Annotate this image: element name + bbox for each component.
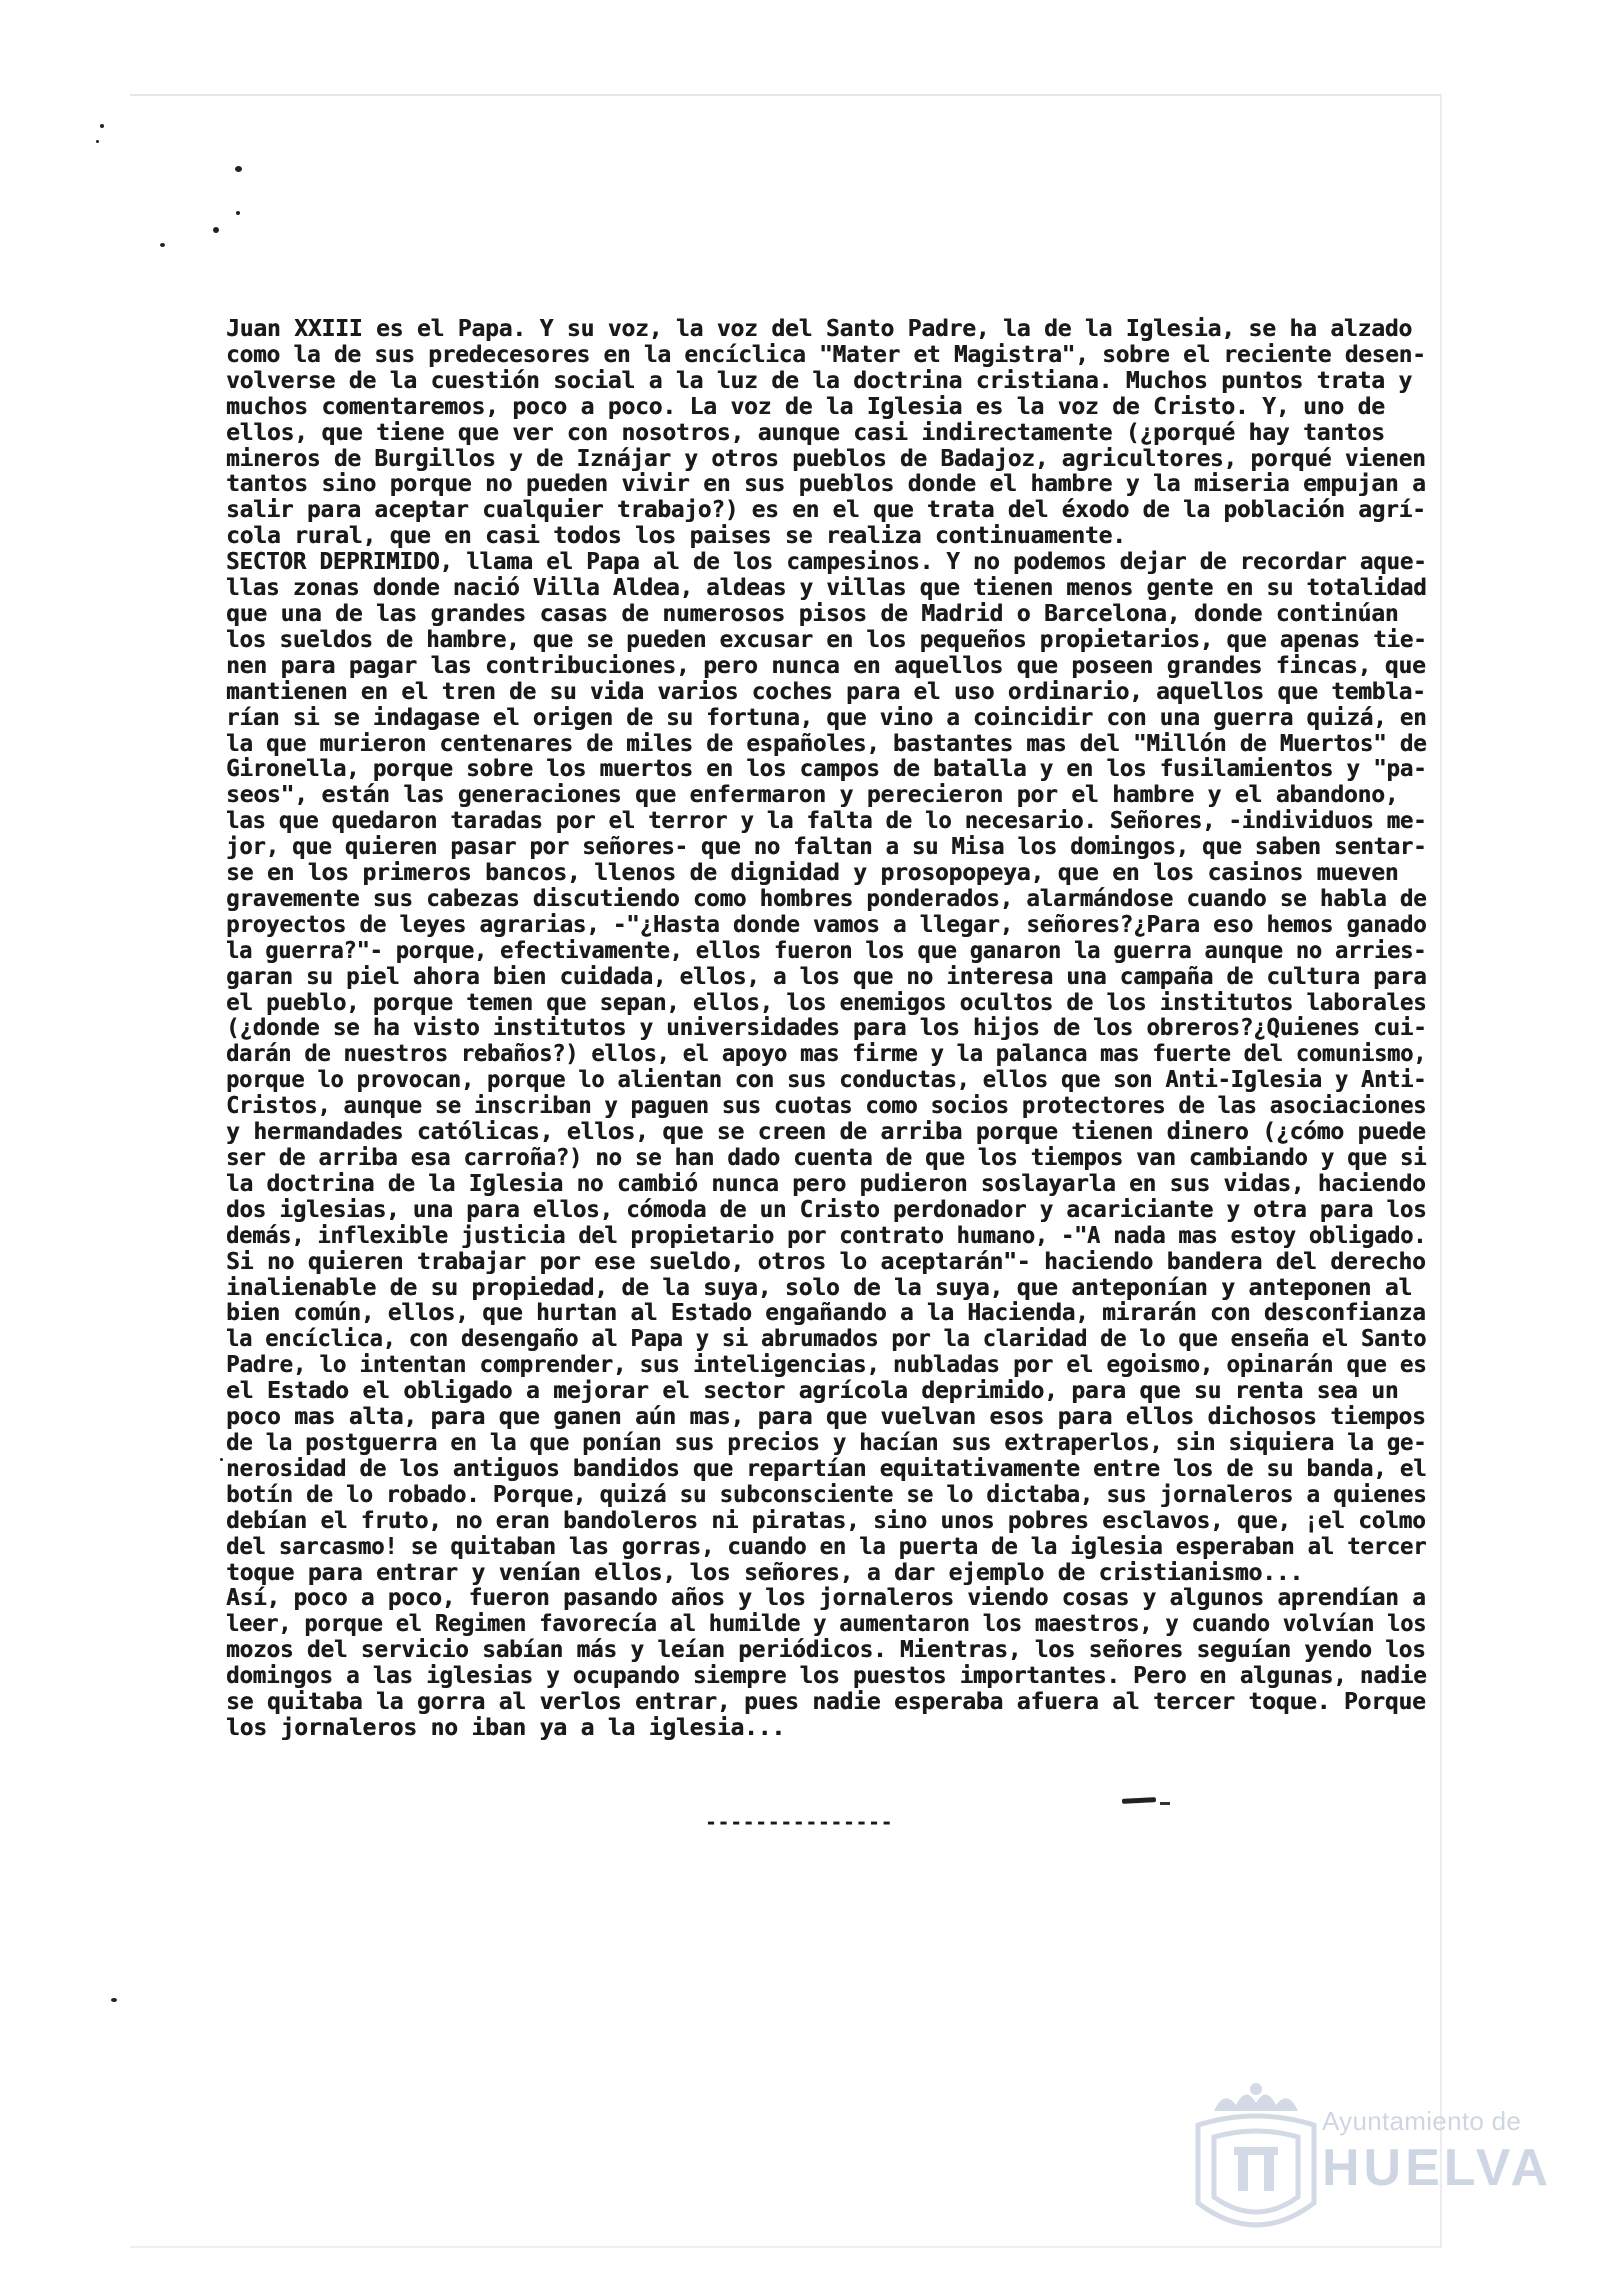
text-line: el Estado el obligado a mejorar el sector agrícola deprimido, para que su renta sea un [226, 1376, 1399, 1405]
text-line: poco mas alta, para que ganen aún mas, para que vuelvan esos para ellos dichosos tiempos [226, 1402, 1426, 1431]
text-line: los jornaleros no iban ya a la iglesia... [226, 1712, 785, 1741]
letter-body [226, 316, 1448, 1741]
text-line: porque lo provocan, porque lo alientan con sus conductas, ellos que son Anti-Iglesia y Anti- [226, 1065, 1427, 1094]
text-line: proyectos de leyes agrarias, -"¿Hasta donde vamos a llegar, señores?¿Para eso hemos ganado [226, 909, 1427, 938]
text-line: bien común, ellos, que hurtan al Estado engañando a la Hacienda, mirarán con desconfianza [226, 1298, 1426, 1327]
text-line: (¿donde se ha visto institutos y universidades para los hijos de los obreros?¿Quienes cui- [226, 1013, 1427, 1042]
text-line: Gironella, porque sobre los muertos en los campos de batalla y en los fusilamientos y "pa- [226, 754, 1427, 783]
text-line: rían si se indagase el origen de su fortuna, que vino a coincidir con una guerra quizá, en [226, 702, 1427, 731]
text-line: la que murieron centenares de miles de españoles, bastantes mas del "Millón de Muertos" de [226, 728, 1427, 757]
text-line: Juan XXIII es el Papa. Y su voz, la voz del Santo Padre, la de la Iglesia, se ha alzado [226, 314, 1413, 342]
text-line: nerosidad de los antiguos bandidos que repartían equitativamente entre los de su banda, el [226, 1453, 1427, 1482]
text-line: Así, poco a poco, fueron pasando años y los jornaleros viendo cosas y algunos aprendían a [226, 1583, 1426, 1612]
text-line: debían el fruto, no eran bandoleros ni piratas, sino unos pobres esclavos, que, ¡el colmo [226, 1505, 1426, 1534]
text-line: botín de lo robado. Porque, quizá su subconsciente se lo dictaba, sus jornaleros a quienes [226, 1479, 1427, 1508]
text-line: ser de arriba esa carroña?) no se han dado cuenta de que los tiempos van cambiando y que si [226, 1143, 1427, 1171]
text-line: ellos, que tiene que ver con nosotros, aunque casi indirectamente (¿porqué hay tantos [226, 417, 1385, 446]
text-line: y hermandades católicas, ellos, que se creen de arriba porque tienen dinero (¿cómo puede [226, 1117, 1426, 1146]
text-line: nen para pagar las contribuciones, pero nunca en aquellos que poseen grandes fincas, que [226, 650, 1426, 679]
text-line: cola rural, que en casi todos los paises se realiza continuamente. [226, 521, 1126, 550]
text-line: el pueblo, porque temen que sepan, ellos, los enemigos ocultos de los institutos laborales [226, 987, 1427, 1016]
text-line: volverse de la cuestión social a la luz de la doctrina cristiana. Muchos puntos trata y [226, 365, 1413, 394]
text-line: mantienen en el tren de su vida varios coches para el uso ordinario, aquellos que tembla- [226, 676, 1426, 705]
text-line: de la postguerra en la que ponían sus precios y hacían sus extraperlos, sin siquiera la ge- [226, 1427, 1427, 1456]
text-line: darán de nuestros rebaños?) ellos, el apoyo mas firme y la palanca mas fuerte del comunismo, [226, 1039, 1427, 1068]
text-line: garan su piel ahora bien cuidada, ellos, a los que no interesa una campaña de cultura para [226, 961, 1427, 990]
text-line: Si no quieren trabajar por ese sueldo, otros lo aceptarán"- haciendo bandera del derecho [226, 1246, 1426, 1275]
text-line: tantos sino porque no pueden vivir en sus pueblos donde el hambre y la miseria empujan a [226, 469, 1426, 498]
text-line: del sarcasmo! se quitaban las gorras, cuando en la puerta de la iglesia esperaban al tercer [226, 1531, 1427, 1560]
text-line: la encíclica, con desengaño al Papa y si abrumados por la claridad de lo que enseña el Santo [226, 1324, 1427, 1353]
text-line: muchos comentaremos, poco a poco. La voz de la Iglesia es la voz de Cristo. Y, uno de [226, 391, 1385, 420]
text-line: domingos a las iglesias y ocupando siempre los puestos importantes. Pero en algunas, nadie [226, 1661, 1427, 1690]
text-line: salir para aceptar cualquier trabajo?) es en el que trata del éxodo de la población agrí- [226, 495, 1426, 524]
text-line: leer, porque el Regimen favorecía al humilde y aumentaron los maestros, y cuando volvían los [226, 1609, 1427, 1638]
text-line: que una de las grandes casas de numerosos pisos de Madrid o Barcelona, donde continúan [226, 598, 1399, 627]
text-line: dos iglesias, una para ellos, cómoda de un Cristo perdonador y acariciante y otra para los [226, 1194, 1427, 1223]
text-line: la doctrina de la Iglesia no cambió nunca pero pudieron soslayarla en sus vidas, haciendo [226, 1168, 1426, 1197]
watermark-line-2: HUELVA [1322, 2139, 1553, 2197]
text-line: seos", están las generaciones que enfermaron y perecieron por el hambre y el abandono, [226, 780, 1399, 809]
text-line: jor, que quieren pasar por señores- que no faltan a su Misa los domingos, que saben sentar- [226, 832, 1427, 861]
text-line: los sueldos de hambre, que se pueden excusar en los pequeños propietarios, que apenas tie- [226, 624, 1427, 653]
text-line: SECTOR DEPRIMIDO, llama el Papa al de los campesinos. Y no podemos dejar de recordar aque- [226, 547, 1427, 576]
ink-mark [1160, 1802, 1170, 1805]
text-line: la guerra?"- porque, efectivamente, ellos fueron los que ganaron la guerra aunque no arries- [226, 935, 1427, 964]
text-line: toque para entrar y venían ellos, los señores, a dar ejemplo de cristianismo... [226, 1557, 1303, 1586]
text-line: llas zonas donde nació Villa Aldea, aldeas y villas que tienen menos gente en su totalidad [226, 573, 1427, 602]
text-line: inalienable de su propiedad, de la suya, solo de la suya, que anteponían y anteponen al [226, 1272, 1413, 1301]
text-line: demás, inflexible justicia del propietario por contrato humano, -"A nada mas estoy obligado. [226, 1220, 1427, 1249]
separator-line: --------------- [705, 1810, 894, 1834]
text-line: se en los primeros bancos, llenos de dignidad y prosopopeya, que en los casinos mueven [226, 858, 1399, 887]
text-line: se quitaba la gorra al verlos entrar, pues nadie esperaba afuera al tercer toque. Porque [226, 1687, 1426, 1716]
text-line: mozos del servicio sabían más y leían periódicos. Mientras, los señores seguían yendo los [226, 1635, 1426, 1664]
text-line: las que quedaron taradas por el terror y la falta de lo necesario. Señores, -individuos me- [226, 806, 1427, 835]
text-line: Cristos, aunque se inscriban y paguen sus cuotas como socios protectores de las asociaciones [226, 1091, 1427, 1120]
text-line: mineros de Burgillos y de Iznájar y otros pueblos de Badajoz, agricultores, porqué vienen [226, 443, 1426, 472]
watermark-line-1: Ayuntamiento de [1322, 2106, 1522, 2136]
text-line: Padre, lo intentan comprender, sus inteligencias, nubladas por el egoismo, opinarán que es [226, 1350, 1427, 1379]
text-line: como la de sus predecesores en la encíclica "Mater et Magistra", sobre el reciente desen- [226, 339, 1426, 368]
text-line: gravemente sus cabezas discutiendo como hombres ponderados, alarmándose cuando se habla de [226, 883, 1427, 912]
